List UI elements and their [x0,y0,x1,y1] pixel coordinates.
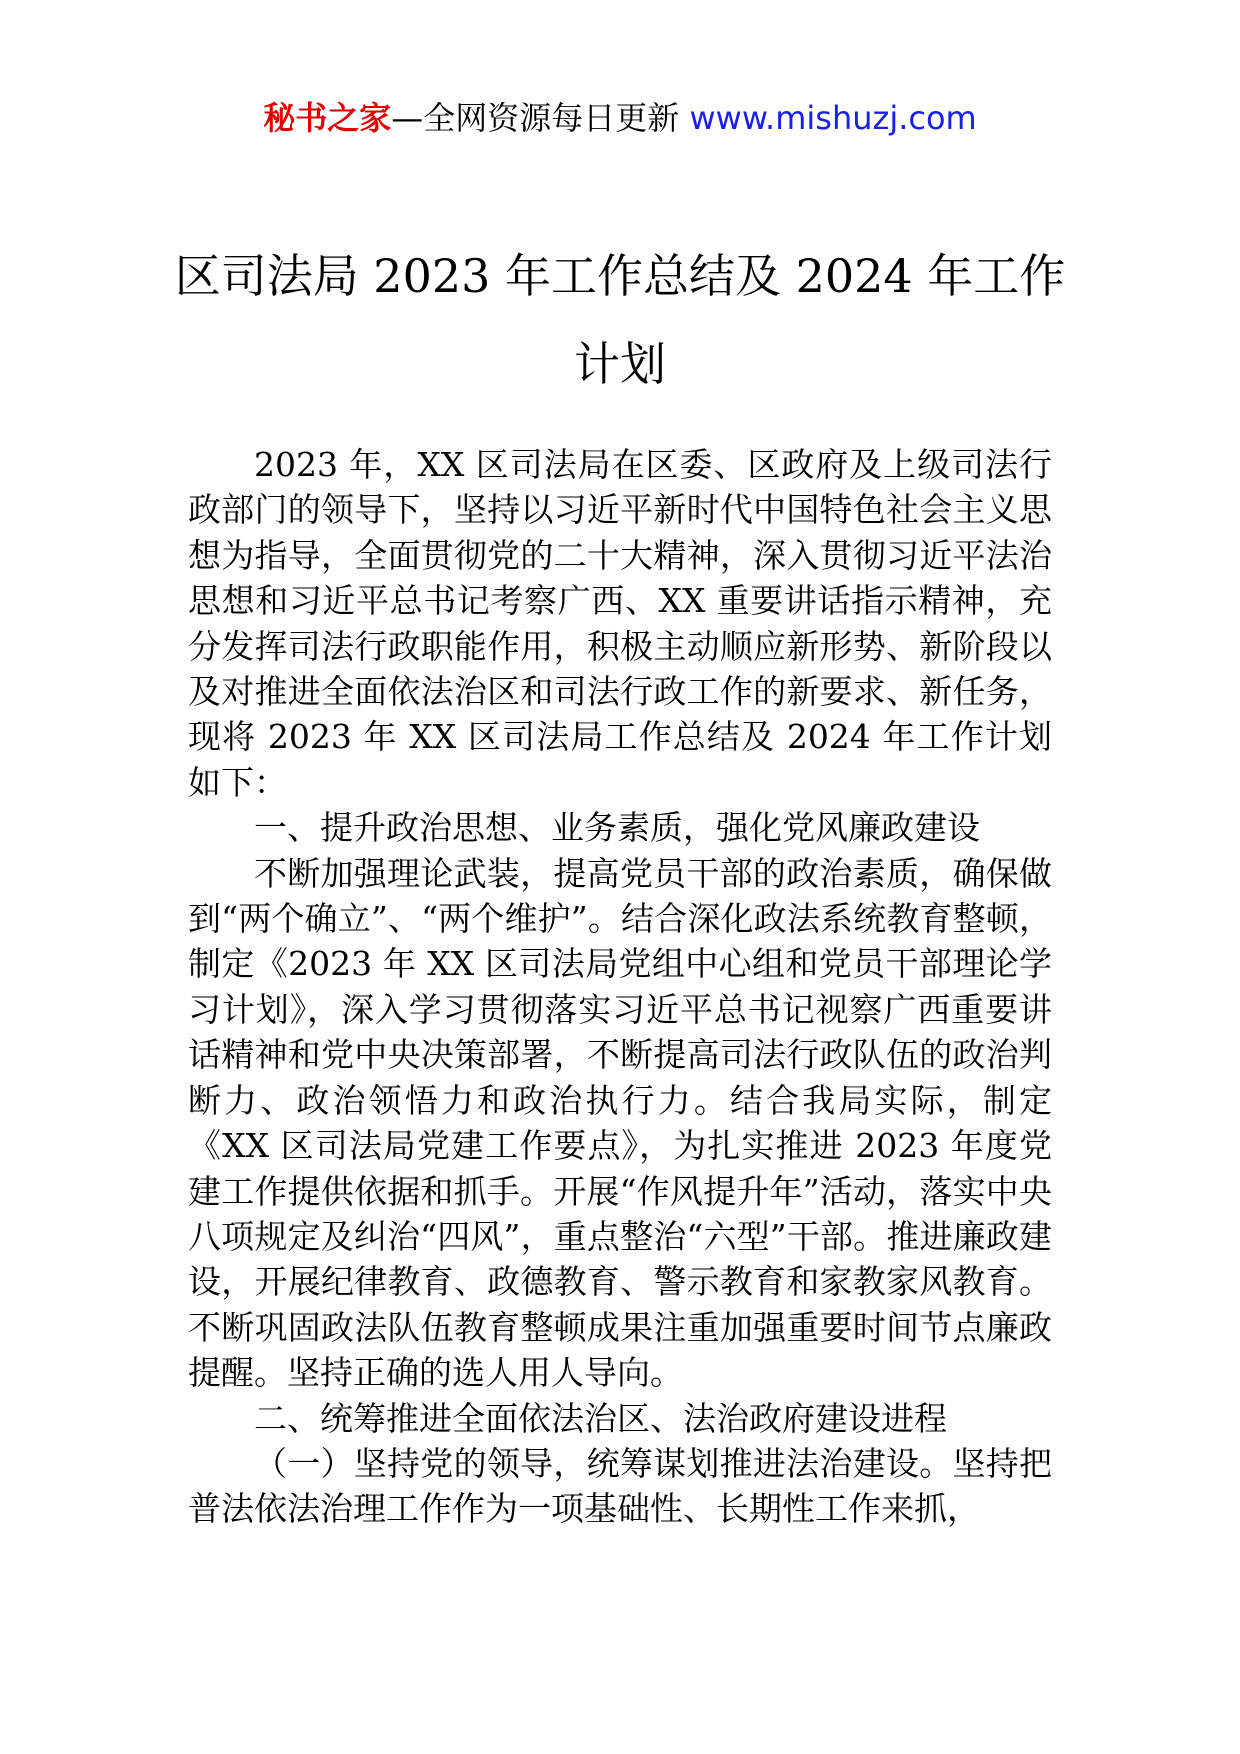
section-2-heading: 二、统筹推进全面依法治区、法治政府建设进程 [254,1398,947,1438]
document-title [0,232,1240,408]
site-url-link[interactable]: www.mishuzj.com [689,99,977,137]
section-1-paragraph: 不断加强理论武装，提高党员干部的政治素质，确保做到“两个确立”、“两个维护”。结合深化政法系统教育整顿，制定《2023 年 XX 区司法局党组中心组和党员干部理论学习计划》，深入学习贯彻落实习近平总书记视察广西重要讲话精神和党中央决策部署，不断提高司法行政队伍的政治判断力、政治领悟力和政治执行力。结合我局实际，制定《XX 区司法局党建工作要点》，为扎实推进 2023 年度党建工作提供依据和抓手。开展“作风提升年”活动，落实中央八项规定及纠治“四风”，重点整治“六型”干部。推进廉政建设，开展纪律教育、政德教育、警示教育和家教家风教育。不断巩固政法队伍教育整顿成果注重加强重要时间节点廉政提醒。坚持正确的选人用人导向。 [188,853,1052,1393]
section-2-paragraph: （一）坚持党的领导，统筹谋划推进法治建设。坚持把普法依法治理工作作为一项基础性、长期性工作来抓， [188,1443,1052,1529]
intro-paragraph: 2023 年，XX 区司法局在区委、区政府及上级司法行政部门的领导下，坚持以习近平新时代中国特色社会主义思想为指导，全面贯彻党的二十大精神，深入贯彻习近平法治思想和习近平总书记考察广西、XX 重要讲话指示精神，充分发挥司法行政职能作用，积极主动顺应新形势、新阶段以及对推进全面依法治区和司法行政工作的新要求、新任务，现将 2023 年 XX 区司法局工作总结及 2024 年工作计划如下： [188,445,1052,802]
section-1-heading: 一、提升政治思想、业务素质，强化党风廉政建设 [254,808,980,848]
title-line-2: 计划 [574,337,666,391]
site-header [0,98,1240,138]
title-line-1: 区司法局 2023 年工作总结及 2024 年工作 [174,249,1066,303]
header-tagline: —全网资源每日更新 [391,99,680,137]
document-body [188,442,1052,1532]
brand-name: 秘书之家 [263,99,392,137]
